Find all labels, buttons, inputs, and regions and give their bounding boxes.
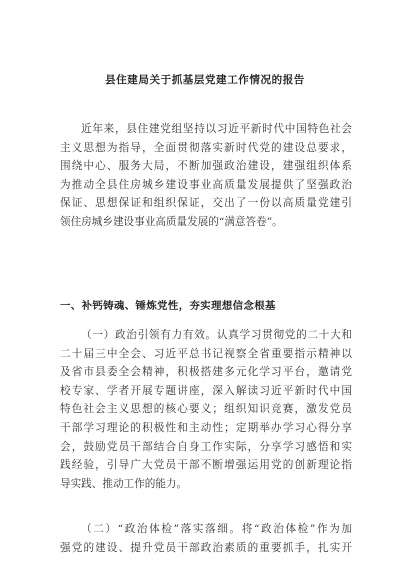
paragraph-line: 强党的建设、提升党员干部政治素质的重要抓手，扎实开 xyxy=(60,541,352,554)
paragraph-line: （二）“政治体检”落实落细。将“政治体检”作为加 xyxy=(81,523,352,535)
paragraph-line: 导实践、推动工作的能力。 xyxy=(60,477,188,490)
intro-line: 主义思想为指导，全面贯彻落实新时代党的建设总要求， xyxy=(60,141,352,154)
paragraph-line: 二十届三中全会、习近平总书记视察全省重要指示精神以 xyxy=(60,347,352,360)
paragraph-line: 干部学习理论的积极性和主动性；定期举办学习心得分享 xyxy=(60,421,352,434)
section-heading: 一、补钙铸魂、锤炼党性，夯实理想信念根基 xyxy=(60,300,276,312)
section-paragraph xyxy=(60,326,352,493)
intro-line: 近年来，县住建党组坚持以习近平新时代中国特色社会 xyxy=(81,123,352,135)
paragraph-line: 会，鼓励党员干部结合自身工作实际，分享学习感悟和实 xyxy=(60,440,352,453)
intro-line: 为推动全县住房城乡建设事业高质量发展提供了坚强政治 xyxy=(60,178,352,191)
paragraph-line: 践经验，引导广大党员干部不断增强运用党的创新理论指 xyxy=(60,459,352,472)
intro-line: 领住房城乡建设事业高质量发展的“满意答卷”。 xyxy=(60,215,283,228)
paragraph-line: 校专家、学者开展专题讲座，深入解读习近平新时代中国 xyxy=(60,384,352,397)
paragraph-line: 特色社会主义思想的核心要义；组织知识竞赛，激发党员 xyxy=(60,403,352,416)
paragraph-line: （一）政治引领有力有效。认真学习贯彻党的二十大和 xyxy=(81,329,352,341)
section-paragraph xyxy=(60,520,352,557)
paragraph-line: 及省市县委全会精神，积极搭建多元化学习平台，邀请党 xyxy=(60,366,352,379)
intro-line: 保证、思想保证和组织保证，交出了一份以高质量党建引 xyxy=(60,197,352,210)
document-title: 县住建局关于抓基层党建工作情况的报告 xyxy=(105,74,305,86)
intro-line: 围绕中心、服务大局，不断加强政治建设，建强组织体系 xyxy=(60,160,352,173)
intro-paragraph xyxy=(60,120,352,232)
